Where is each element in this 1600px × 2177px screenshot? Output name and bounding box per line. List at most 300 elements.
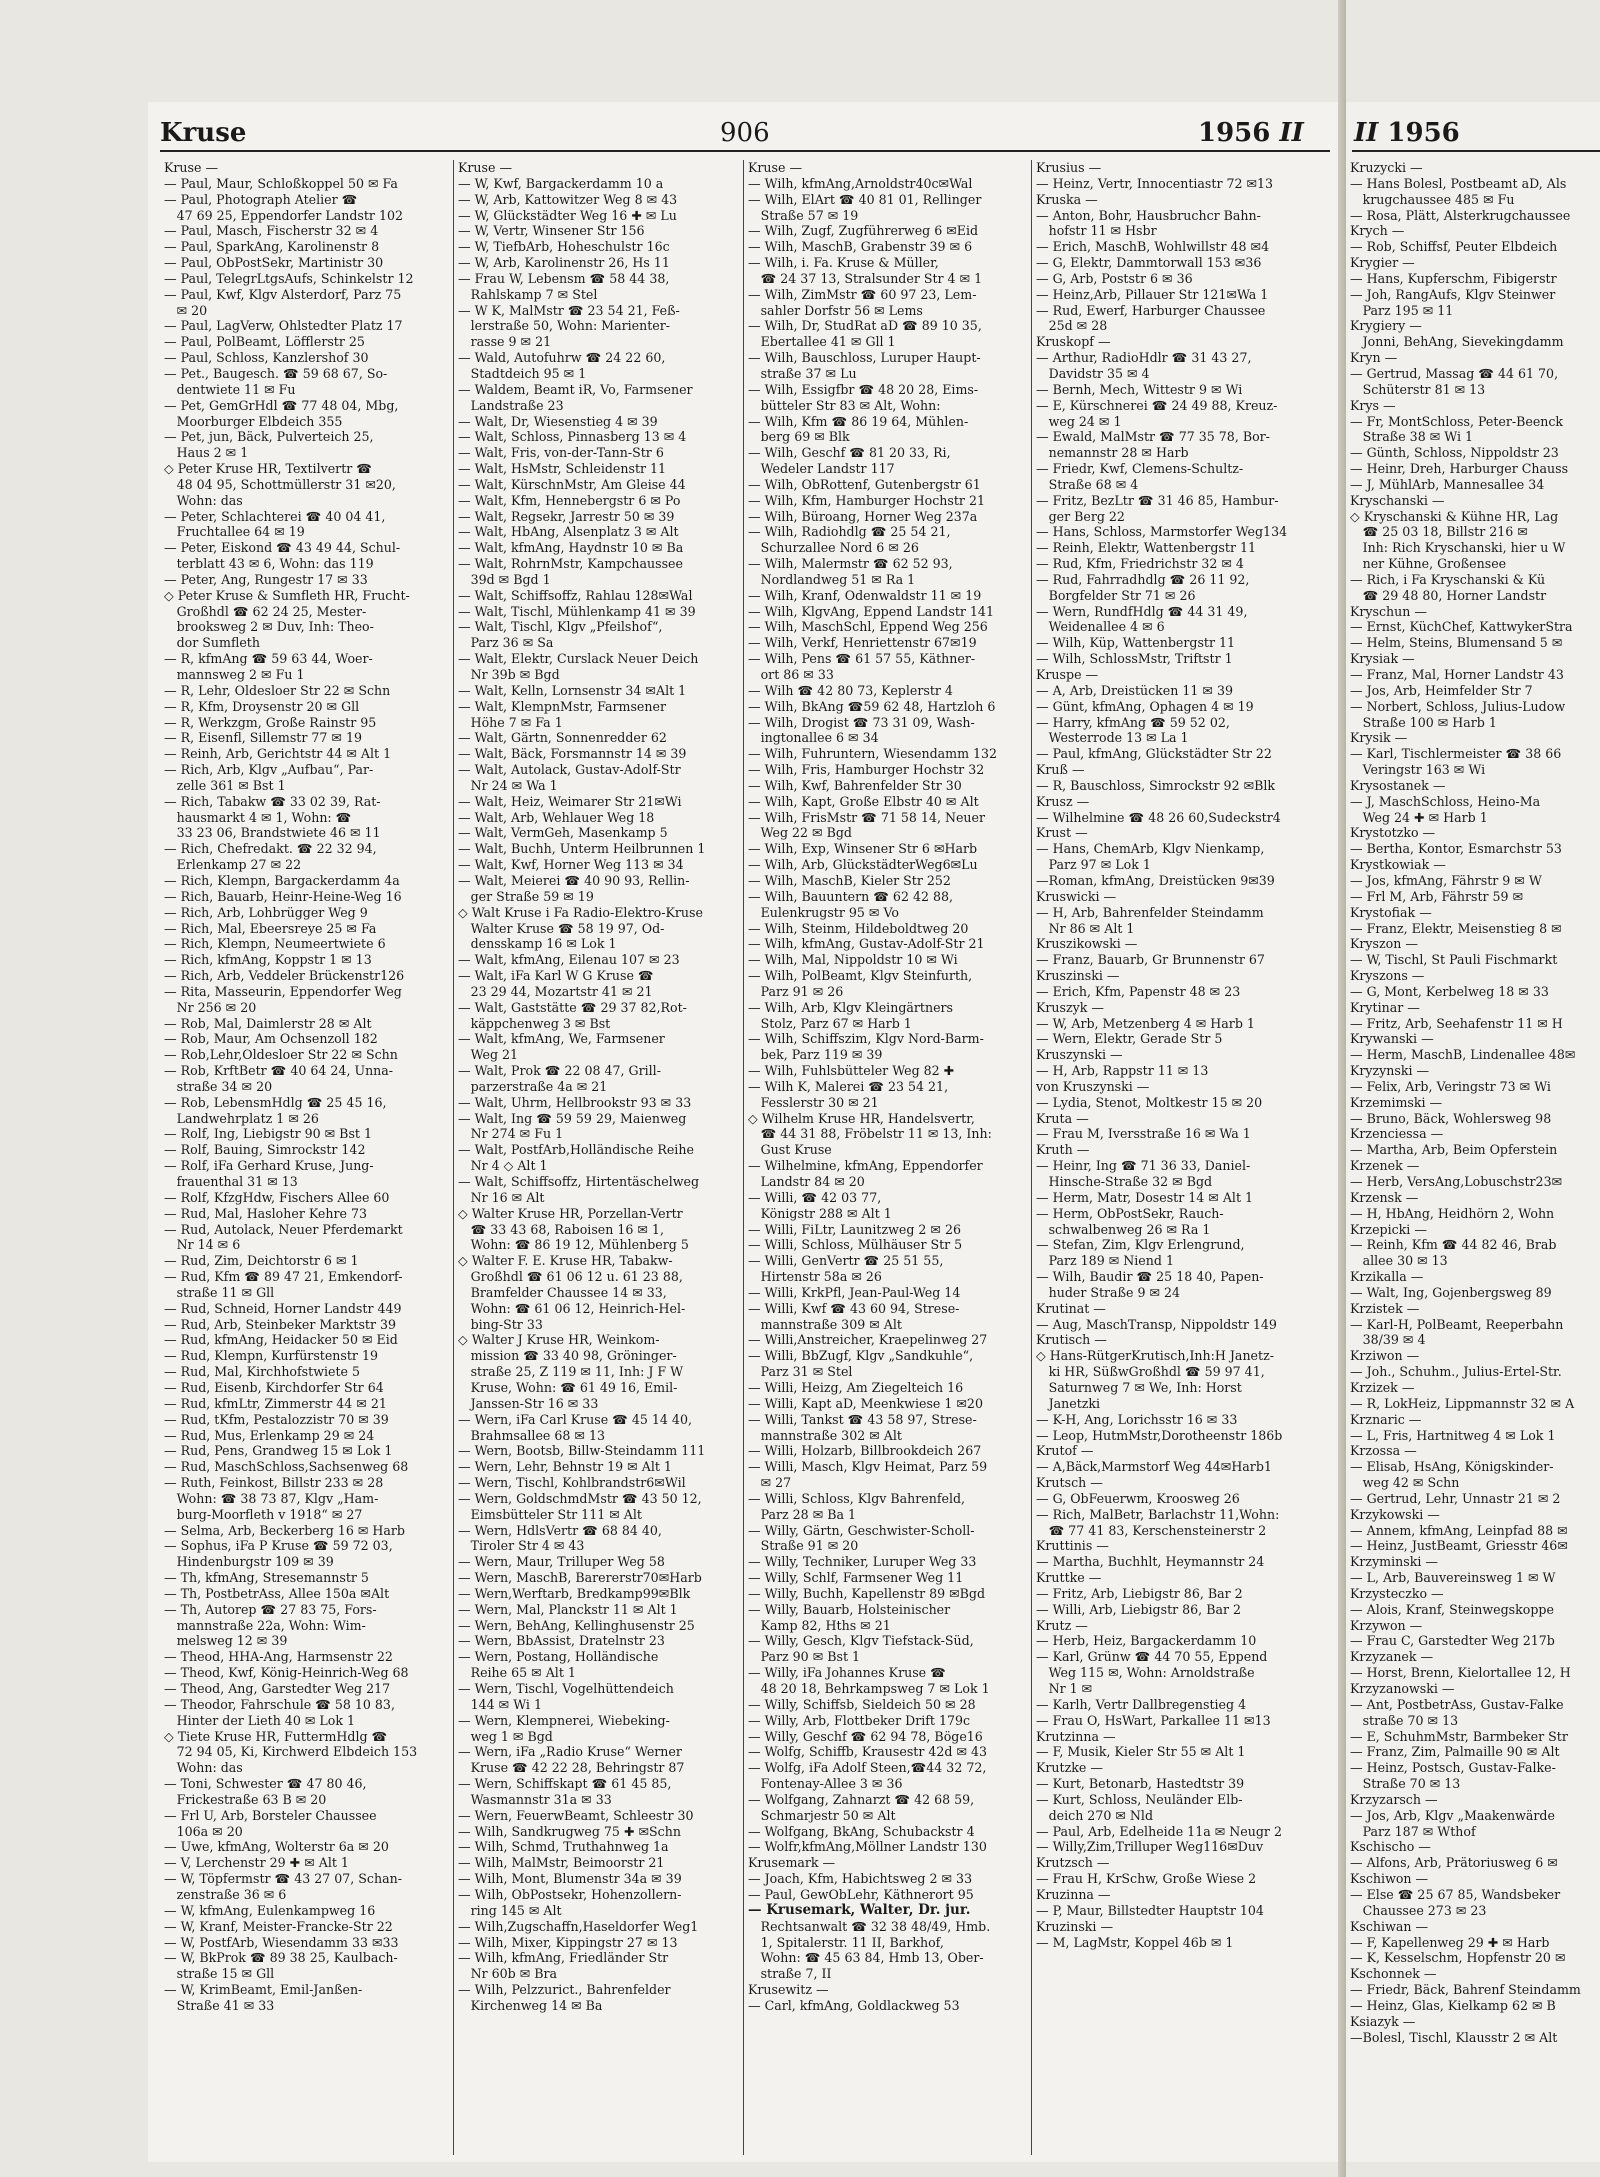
listing-line: Weg 21 bbox=[458, 1047, 519, 1063]
listing-line: Eimsbütteler Str 111 ✉ Alt bbox=[458, 1506, 642, 1522]
listing-line: — Frau W, Lebensm ☎ 58 44 38, bbox=[458, 270, 670, 286]
listing-line: — W, Arb, Karolinenstr 26, Hs 11 bbox=[458, 255, 670, 271]
listing-line: — H, Arb, Rappstr 11 ✉ 13 bbox=[1036, 1063, 1209, 1079]
listing-line: — W, Arb, Kattowitzer Weg 8 ✉ 43 bbox=[458, 191, 678, 207]
listing-line: Westerrode 13 ✉ La 1 bbox=[1036, 730, 1189, 746]
listing-line: parzerstraße 4a ✉ 21 bbox=[458, 1078, 608, 1094]
listing-line: — Rud, tKfm, Pestalozzistr 70 ✉ 39 bbox=[164, 1411, 389, 1427]
listing-line: — Reinh, Kfm ☎ 44 82 46, Brab bbox=[1350, 1237, 1557, 1253]
listing-line: Hindenburgstr 109 ✉ 39 bbox=[164, 1554, 334, 1570]
listing-line: Wohn: ☎ 45 63 84, Hmb 13, Ober- bbox=[748, 1950, 984, 1966]
listing-line: Nr 1 ✉ bbox=[1036, 1681, 1093, 1696]
listing-line: Kryszons — bbox=[1350, 968, 1425, 984]
listing-line: schwalbenweg 26 ✉ Ra 1 bbox=[1036, 1221, 1211, 1237]
listing-line: Wohn: ☎ 86 19 12, Mühlenberg 5 bbox=[458, 1237, 689, 1253]
facing-section-mark: II bbox=[1354, 118, 1379, 148]
listing-line: — W, PostfArb, Wiesendamm 33 ✉33 bbox=[164, 1934, 399, 1950]
listing-line: — Willy, iFa Johannes Kruse ☎ bbox=[748, 1665, 946, 1681]
listing-line: — Heinz, JustBeamt, Griesstr 46✉ bbox=[1350, 1538, 1568, 1554]
listing-line: — Felix, Arb, Veringstr 73 ✉ Wi bbox=[1350, 1078, 1551, 1094]
listing-line: — Reinh, Arb, Gerichtstr 44 ✉ Alt 1 bbox=[164, 746, 392, 762]
listing-line: — Rolf, KfzgHdw, Fischers Allee 60 bbox=[164, 1189, 390, 1205]
listing-line: — Walt, Kwf, Horner Weg 113 ✉ 34 bbox=[458, 857, 684, 873]
listing-line: 72 94 05, Ki, Kirchwerd Elbdeich 153 bbox=[164, 1744, 418, 1760]
listing-column-3 bbox=[748, 160, 1022, 2014]
listing-line: — Wilh, Fris, Hamburger Hochstr 32 bbox=[748, 762, 985, 778]
listing-line: Krutz — bbox=[1036, 1617, 1088, 1633]
listing-line: Weidenallee 4 ✉ 6 bbox=[1036, 619, 1165, 635]
listing-line: Kamp 82, Hths ✉ 21 bbox=[748, 1617, 891, 1633]
listing-line: — Walt, Uhrm, Hellbrookstr 93 ✉ 33 bbox=[458, 1094, 692, 1110]
listing-line: Krysiak — bbox=[1350, 651, 1415, 667]
listing-line: ◇ Hans-RütgerKrutisch,Inh:H Janetz- bbox=[1036, 1348, 1274, 1364]
listing-line: Parz 36 ✉ Sa bbox=[458, 635, 554, 651]
listing-line: — Walt, Kelln, Lornsenstr 34 ✉Alt 1 bbox=[458, 682, 687, 698]
listing-line: Borgfelder Str 71 ✉ 26 bbox=[1036, 587, 1196, 603]
listing-line: — Heinr, Ing ☎ 71 36 33, Daniel- bbox=[1036, 1158, 1251, 1174]
listing-line: — Willi, Schloss, Klgv Bahrenfeld, bbox=[748, 1490, 966, 1506]
listing-line: — Wern, Klempnerei, Wiebeking- bbox=[458, 1712, 670, 1728]
listing-line: — Wilh, Schiffszim, Klgv Nord-Barm- bbox=[748, 1031, 984, 1047]
listing-line: ner Kühne, Großensee bbox=[1350, 556, 1507, 572]
listing-line: — Frau H, KrSchw, Große Wiese 2 bbox=[1036, 1871, 1257, 1887]
listing-line: Schmarjestr 50 ✉ Alt bbox=[748, 1807, 896, 1823]
listing-line: Krusz — bbox=[1036, 793, 1090, 809]
listing-line: — Rich, Arb, Klgv „Aufbau“, Par- bbox=[164, 762, 374, 778]
listing-line: Krzemimski — bbox=[1350, 1094, 1443, 1110]
listing-line: — Norbert, Schloss, Julius-Ludow bbox=[1350, 698, 1566, 714]
listing-line: Ksiazyk — bbox=[1350, 2013, 1416, 2029]
listing-line: — Rud, Kfm ☎ 89 47 21, Emkendorf- bbox=[164, 1269, 403, 1285]
listing-line: ◇ Walter F. E. Kruse HR, Tabakw- bbox=[458, 1253, 673, 1269]
listing-line: Kruszyk — bbox=[1036, 999, 1104, 1015]
listing-line: — F, Musik, Kieler Str 55 ✉ Alt 1 bbox=[1036, 1744, 1246, 1760]
listing-line: 47 69 25, Eppendorfer Landstr 102 bbox=[164, 207, 403, 223]
listing-line: — Wilh, Exp, Winsener Str 6 ✉Harb bbox=[748, 841, 978, 857]
listing-line: — Frl M, Arb, Fährstr 59 ✉ bbox=[1350, 888, 1524, 904]
listing-line: — Karl-H, PolBeamt, Reeperbahn bbox=[1350, 1316, 1564, 1332]
facing-running-head bbox=[1354, 118, 1460, 148]
listing-line: — Rich, Klempn, Bargackerdamm 4a bbox=[164, 872, 400, 888]
listing-line: bek, Parz 119 ✉ 39 bbox=[748, 1047, 883, 1063]
listing-line: — Wilh, MalMstr, Beimoorstr 21 bbox=[458, 1855, 665, 1871]
column-divider bbox=[743, 160, 744, 2155]
listing-line: — Paul, LagVerw, Ohlstedter Platz 17 bbox=[164, 318, 403, 334]
listing-line: Hirtenstr 58a ✉ 26 bbox=[748, 1269, 882, 1285]
listing-line: — Walt, HbAng, Alsenplatz 3 ✉ Alt bbox=[458, 524, 679, 540]
listing-line: 33 23 06, Brandstwiete 46 ✉ 11 bbox=[164, 825, 381, 841]
listing-line: Stadtdeich 95 ✉ 1 bbox=[458, 365, 587, 381]
book-gutter bbox=[1338, 0, 1346, 2177]
listing-line: — Peter, Eiskond ☎ 43 49 44, Schul- bbox=[164, 540, 401, 556]
listing-line: Kruszinski — bbox=[1036, 968, 1120, 984]
listing-line: — Rud, Mal, Kirchhofstwiete 5 bbox=[164, 1364, 360, 1380]
listing-line: Kirchenweg 14 ✉ Ba bbox=[458, 1997, 603, 2013]
listing-line: — K, Kesselschm, Hopfenstr 20 ✉ bbox=[1350, 1950, 1566, 1966]
listing-line: sahler Dorfstr 56 ✉ Lems bbox=[748, 302, 923, 318]
listing-line: — Wern, GoldschmdMstr ☎ 43 50 12, bbox=[458, 1490, 702, 1506]
listing-line: — Heinz, Vertr, Innocentiastr 72 ✉13 bbox=[1036, 175, 1274, 191]
listing-line: — Paul, TelegrLtgsAufs, Schinkelstr 12 bbox=[164, 270, 414, 286]
listing-line: Bramfelder Chaussee 14 ✉ 33, bbox=[458, 1284, 667, 1300]
listing-line: — Annem, kfmAng, Leinpfad 88 ✉ bbox=[1350, 1522, 1568, 1538]
listing-line: Nr 256 ✉ 20 bbox=[164, 999, 257, 1015]
listing-line: — Gertrud, Massag ☎ 44 61 70, bbox=[1350, 365, 1559, 381]
listing-line: ger Berg 22 bbox=[1036, 508, 1125, 524]
listing-line: — Wern, Bootsb, Billw-Steindamm 111 bbox=[458, 1443, 706, 1459]
listing-line: Schüterstr 81 ✉ 13 bbox=[1350, 381, 1486, 397]
listing-line: — Ewald, MalMstr ☎ 77 35 78, Bor- bbox=[1036, 429, 1270, 445]
listing-line: —Bolesl, Tischl, Klausstr 2 ✉ Alt bbox=[1350, 2029, 1558, 2045]
running-head-name: Kruse bbox=[160, 118, 247, 148]
listing-line: — Hans Bolesl, Postbeamt aD, Als bbox=[1350, 175, 1567, 191]
listing-line: — Ernst, KüchChef, KattwykerStra bbox=[1350, 619, 1573, 635]
listing-line: Krystofiak — bbox=[1350, 904, 1432, 920]
listing-line: — Willi, Kapt aD, Meenkwiese 1 ✉20 bbox=[748, 1395, 983, 1411]
listing-line: — Wilh, Büroang, Horner Weg 237a bbox=[748, 508, 978, 524]
listing-line: — Wilh, Kfm, Hamburger Hochstr 21 bbox=[748, 492, 985, 508]
listing-line: rasse 9 ✉ 21 bbox=[458, 334, 552, 350]
listing-line: — Willi, Arb, Liebigstr 86, Bar 2 bbox=[1036, 1601, 1241, 1617]
listing-line: — L, Fris, Hartnitweg 4 ✉ Lok 1 bbox=[1350, 1427, 1556, 1443]
listing-line: Krzyzanek — bbox=[1350, 1649, 1434, 1665]
listing-line: — Wilh, Kwf, Bahrenfelder Str 30 bbox=[748, 777, 962, 793]
listing-line: Ebertallee 41 ✉ Gll 1 bbox=[748, 334, 896, 350]
listing-line: Kryszon — bbox=[1350, 936, 1418, 952]
listing-line: straße 70 ✉ 13 bbox=[1350, 1712, 1459, 1728]
listing-line: Kruswicki — bbox=[1036, 888, 1117, 904]
listing-line: — Waldem, Beamt iR, Vo, Farmsener bbox=[458, 381, 693, 397]
listing-column-1 bbox=[164, 160, 438, 2014]
listing-line: — Bruno, Bäck, Wohlersweg 98 bbox=[1350, 1110, 1552, 1126]
listing-line: Parz 195 ✉ 11 bbox=[1350, 302, 1454, 318]
listing-line: — Rolf, Ing, Liebigstr 90 ✉ Bst 1 bbox=[164, 1126, 372, 1142]
listing-line: — Paul, SparkAng, Karolinenstr 8 bbox=[164, 239, 380, 255]
listing-line: — Arthur, RadioHdlr ☎ 31 43 27, bbox=[1036, 350, 1252, 366]
listing-line: — Wilh, i. Fa. Kruse & Müller, bbox=[748, 255, 939, 271]
listing-line: — Theod, Kwf, König-Heinrich-Weg 68 bbox=[164, 1665, 409, 1681]
listing-line: Krzyzanowski — bbox=[1350, 1681, 1455, 1696]
listing-line: — Erich, MaschB, Wohlwillstr 48 ✉4 bbox=[1036, 239, 1270, 255]
listing-line: Krzossa — bbox=[1350, 1443, 1417, 1459]
listing-line: — Willi, BbZugf, Klgv „Sandkuhle“, bbox=[748, 1348, 974, 1364]
listing-line: — Wern, RundfHdlg ☎ 44 31 49, bbox=[1036, 603, 1248, 619]
listing-line: — J, MühlArb, Mannesallee 34 bbox=[1350, 476, 1545, 492]
listing-line: — Rich, Arb, Lohbrügger Weg 9 bbox=[164, 904, 368, 920]
listing-line: Walter Kruse ☎ 58 19 97, Od- bbox=[458, 920, 665, 936]
listing-line: — F, Kapellenweg 29 ✚ ✉ Harb bbox=[1350, 1934, 1550, 1950]
listing-line: Hinsche-Straße 32 ✉ Bgd bbox=[1036, 1174, 1213, 1189]
listing-line: berg 69 ✉ Blk bbox=[748, 429, 850, 445]
listing-line: — Paul, Arb, Edelheide 11a ✉ Neugr 2 bbox=[1036, 1823, 1282, 1839]
listing-line: — Reinh, Elektr, Wattenbergstr 11 bbox=[1036, 540, 1257, 556]
listing-line: — W, Vertr, Winsener Str 156 bbox=[458, 223, 645, 239]
listing-line: — Walt, kfmAng, Haydnstr 10 ✉ Ba bbox=[458, 540, 684, 556]
listing-line: Chaussee 273 ✉ 23 bbox=[1350, 1902, 1487, 1918]
listing-line: bing-Str 33 bbox=[458, 1316, 543, 1332]
listing-line: — Walt, Fris, von-der-Tann-Str 6 bbox=[458, 445, 664, 461]
listing-line: hofstr 11 ✉ Hsbr bbox=[1036, 223, 1157, 239]
listing-line: — Walt, Schiffsoffz, Hirtentäschelweg bbox=[458, 1174, 700, 1189]
listing-line: — Herb, Heiz, Bargackerdamm 10 bbox=[1036, 1633, 1257, 1649]
listing-line: — Frl U, Arb, Borsteler Chaussee bbox=[164, 1807, 377, 1823]
listing-line: — Pet, GemGrHdl ☎ 77 48 04, Mbg, bbox=[164, 397, 399, 413]
listing-line: Krzykowski — bbox=[1350, 1506, 1440, 1522]
listing-line: — Willy, Geschf ☎ 62 94 78, Böge16 bbox=[748, 1728, 983, 1744]
listing-line: — Rud, Autolack, Neuer Pferdemarkt bbox=[164, 1221, 403, 1237]
listing-line: — Willy, Arb, Flottbeker Drift 179c bbox=[748, 1712, 971, 1728]
listing-line: Fruchtallee 64 ✉ 19 bbox=[164, 524, 305, 540]
listing-line: Reihe 65 ✉ Alt 1 bbox=[458, 1665, 576, 1681]
listing-line: Erlenkamp 27 ✉ 22 bbox=[164, 857, 302, 873]
listing-line: Königstr 288 ✉ Alt 1 bbox=[748, 1205, 892, 1221]
listing-line: 25d ✉ 28 bbox=[1036, 318, 1108, 334]
listing-line: — W, Tischl, St Pauli Fischmarkt bbox=[1350, 952, 1558, 968]
listing-line: — Ruth, Feinkost, Billstr 233 ✉ 28 bbox=[164, 1475, 384, 1491]
listing-line: Eulenkrugstr 95 ✉ Vo bbox=[748, 904, 899, 920]
listing-line: — Uwe, kfmAng, Wolterstr 6a ✉ 20 bbox=[164, 1839, 389, 1855]
listing-line: — Walt, PostfArb,Holländische Reihe bbox=[458, 1142, 694, 1158]
listing-line: — Rud, Eisenb, Kirchdorfer Str 64 bbox=[164, 1379, 384, 1395]
listing-line: Parz 97 ✉ Lok 1 bbox=[1036, 857, 1151, 873]
listing-line: — Theod, HHA-Ang, Harmsenstr 22 bbox=[164, 1649, 393, 1665]
listing-line: — L, Arb, Bauvereinsweg 1 ✉ W bbox=[1350, 1570, 1556, 1586]
listing-line: ☎ 24 37 13, Stralsunder Str 4 ✉ 1 bbox=[748, 270, 983, 286]
listing-line: ki HR, SüßwGroßhdl ☎ 59 97 41, bbox=[1036, 1364, 1265, 1380]
listing-line: Landwehrplatz 1 ✉ 26 bbox=[164, 1110, 319, 1126]
listing-line: Krytinar — bbox=[1350, 999, 1420, 1015]
listing-line: weg 1 ✉ Bgd bbox=[458, 1728, 553, 1744]
facing-listing-column bbox=[1350, 160, 1598, 2045]
listing-line: — Wilh, Kranf, Odenwaldstr 11 ✉ 19 bbox=[748, 587, 982, 603]
listing-line: ◇ Walt Kruse i Fa Radio-Elektro-Kruse bbox=[458, 904, 703, 920]
listing-line: Kruse, Wohn: ☎ 61 49 16, Emil- bbox=[458, 1379, 678, 1395]
listing-line: Höhe 7 ✉ Fa 1 bbox=[458, 714, 563, 730]
listing-line: — Rolf, iFa Gerhard Kruse, Jung- bbox=[164, 1158, 374, 1174]
listing-line: — H, Arb, Bahrenfelder Steindamm bbox=[1036, 904, 1264, 920]
listing-line: Krysostanek — bbox=[1350, 777, 1446, 793]
listing-line: — Wilh, Fuhlsbütteler Weg 82 ✚ bbox=[748, 1063, 955, 1079]
listing-line: — Joach, Kfm, Habichtsweg 2 ✉ 33 bbox=[748, 1871, 973, 1887]
listing-line: — Rud, Zim, Deichtorstr 6 ✉ 1 bbox=[164, 1253, 359, 1269]
listing-line: — A, Arb, Dreistücken 11 ✉ 39 bbox=[1036, 682, 1233, 698]
listing-line: 144 ✉ Wi 1 bbox=[458, 1696, 542, 1712]
listing-line: — Wilh, Bauschloss, Luruper Haupt- bbox=[748, 350, 981, 366]
listing-line: weg 42 ✉ Schn bbox=[1350, 1475, 1460, 1491]
listing-line: lerstraße 50, Wohn: Marienter- bbox=[458, 318, 670, 334]
listing-line: — Willi, Schloss, Mülhäuser Str 5 bbox=[748, 1237, 963, 1253]
listing-line: Wasmannstr 31a ✉ 33 bbox=[458, 1791, 612, 1807]
listing-line: — J, MaschSchloss, Heino-Ma bbox=[1350, 793, 1541, 809]
listing-line: — Wilh, Pens ☎ 61 57 55, Käthner- bbox=[748, 651, 976, 667]
listing-line: — Fritz, BezLtr ☎ 31 46 85, Hambur- bbox=[1036, 492, 1279, 508]
listing-line: Kruszikowski — bbox=[1036, 936, 1138, 952]
listing-line: Großhdl ☎ 62 24 25, Mester- bbox=[164, 603, 367, 619]
listing-line: — Willi, Tankst ☎ 43 58 97, Strese- bbox=[748, 1411, 977, 1427]
listing-line: Kruse ☎ 42 22 28, Behringstr 87 bbox=[458, 1760, 685, 1776]
listing-line: — Wern,Werftarb, Bredkamp99✉Blk bbox=[458, 1585, 691, 1601]
listing-line: — Herm, ObPostSekr, Rauch- bbox=[1036, 1205, 1224, 1221]
listing-line: — W, KrimBeamt, Emil-Janßen- bbox=[164, 1982, 363, 1998]
listing-line: dentwiete 11 ✉ Fu bbox=[164, 381, 296, 397]
listing-line: — Helm, Steins, Blumensand 5 ✉ bbox=[1350, 635, 1563, 651]
listing-line: — P, Maur, Billstedter Hauptstr 104 bbox=[1036, 1902, 1264, 1918]
section-mark: II bbox=[1279, 118, 1304, 148]
listing-line: — Wern, HdlsVertr ☎ 68 84 40, bbox=[458, 1522, 662, 1538]
listing-line: mannsweg 2 ✉ Fu 1 bbox=[164, 667, 305, 682]
listing-line: — Willi,Anstreicher, Kraepelinweg 27 bbox=[748, 1332, 988, 1348]
listing-line: mannstraße 309 ✉ Alt bbox=[748, 1316, 902, 1332]
listing-line: Tiroler Str 4 ✉ 43 bbox=[458, 1538, 585, 1554]
listing-line: — G, ObFeuerwm, Kroosweg 26 bbox=[1036, 1490, 1240, 1506]
listing-line: — Wilh, Mont, Blumenstr 34a ✉ 39 bbox=[458, 1871, 682, 1887]
listing-line: — Walt, Prok ☎ 22 08 47, Grill- bbox=[458, 1063, 661, 1079]
listing-line: Krutinat — bbox=[1036, 1300, 1106, 1316]
listing-line: Moorburger Elbdeich 355 bbox=[164, 413, 343, 429]
listing-line: — Th, PostbetrAss, Allee 150a ✉Alt bbox=[164, 1585, 390, 1601]
listing-line: Parz 189 ✉ Niend 1 bbox=[1036, 1253, 1174, 1269]
listing-line: Kryschanski — bbox=[1350, 492, 1445, 508]
listing-line: Straße 41 ✉ 33 bbox=[164, 1997, 275, 2013]
listing-line: — Walt, Arb, Wehlauer Weg 18 bbox=[458, 809, 655, 825]
listing-line: — Walt, Heiz, Weimarer Str 21✉Wi bbox=[458, 793, 682, 809]
listing-line: Fesslerstr 30 ✉ 21 bbox=[748, 1094, 879, 1110]
listing-line: Brahmsallee 68 ✉ 13 bbox=[458, 1427, 605, 1443]
listing-line: Parz 187 ✉ Wthof bbox=[1350, 1823, 1476, 1839]
listing-line: — Herm, Matr, Dosestr 14 ✉ Alt 1 bbox=[1036, 1189, 1254, 1205]
listing-line: Landstr 84 ✉ 20 bbox=[748, 1174, 865, 1189]
listing-line: — Jos, Arb, Klgv „Maakenwärde bbox=[1350, 1807, 1555, 1823]
listing-line: — Rob, LebensmHdlg ☎ 25 45 16, bbox=[164, 1094, 387, 1110]
listing-line: — R, kfmAng ☎ 59 63 44, Woer- bbox=[164, 651, 373, 667]
listing-line: — Rob,Lehr,Oldesloer Str 22 ✉ Schn bbox=[164, 1047, 398, 1063]
listing-line: Krziwon — bbox=[1350, 1348, 1420, 1364]
listing-line: Krys — bbox=[1350, 397, 1396, 413]
listing-line: Kruse — bbox=[458, 160, 513, 175]
listing-line: — Wilh, Küp, Wattenbergstr 11 bbox=[1036, 635, 1236, 651]
listing-line: — Walt, Gärtn, Sonnenredder 62 bbox=[458, 730, 667, 746]
listing-line: — Kurt, Betonarb, Hastedtstr 39 bbox=[1036, 1776, 1245, 1792]
listing-line: — Willy, Bauarb, Holsteinischer bbox=[748, 1601, 951, 1617]
listing-line: Nr 274 ✉ Fu 1 bbox=[458, 1126, 564, 1142]
listing-line: — Walt, KlempnMstr, Farmsener bbox=[458, 698, 666, 714]
listing-line: — W, Kranf, Meister-Francke-Str 22 bbox=[164, 1918, 393, 1934]
listing-line: Rahlskamp 7 ✉ Stel bbox=[458, 286, 598, 302]
listing-line: — Wolfgang, Zahnarzt ☎ 42 68 59, bbox=[748, 1791, 975, 1807]
listing-line: Krych — bbox=[1350, 223, 1405, 239]
listing-line: 23 29 44, Mozartstr 41 ✉ 21 bbox=[458, 983, 653, 999]
listing-line: — W, Glückstädter Weg 16 ✚ ✉ Lu bbox=[458, 207, 677, 223]
listing-line: — Willi, Heizg, Am Ziegelteich 16 bbox=[748, 1379, 964, 1395]
listing-line: — Fritz, Arb, Seehafenstr 11 ✉ H bbox=[1350, 1015, 1563, 1031]
listing-line: — Wilh, Arb, Klgv Kleingärtners bbox=[748, 999, 954, 1015]
listing-line: — Walt, iFa Karl W G Kruse ☎ bbox=[458, 968, 654, 984]
listing-line: ◇ Peter Kruse HR, Textilvertr ☎ bbox=[164, 461, 372, 477]
listing-line: Schurzallee Nord 6 ✉ 26 bbox=[748, 540, 919, 556]
listing-line: — Walt, Ing ☎ 59 59 29, Maienweg bbox=[458, 1110, 687, 1126]
listing-line: — Wilh, Malermstr ☎ 62 52 93, bbox=[748, 556, 953, 572]
listing-line: — Rob, Mal, Daimlerstr 28 ✉ Alt bbox=[164, 1015, 372, 1031]
listing-line: von Kruszynski — bbox=[1036, 1078, 1150, 1094]
listing-line: Krystotzko — bbox=[1350, 825, 1436, 841]
listing-line: — Rud, Klempn, Kurfürstenstr 19 bbox=[164, 1348, 378, 1364]
listing-line: — Rud, Mus, Erlenkamp 29 ✉ 24 bbox=[164, 1427, 375, 1443]
listing-line: — W, BkProk ☎ 89 38 25, Kaulbach- bbox=[164, 1950, 398, 1966]
column-divider bbox=[1031, 160, 1032, 2155]
listing-line: — Lydia, Stenot, Moltkestr 15 ✉ 20 bbox=[1036, 1094, 1263, 1110]
listing-line: — Rud, MaschSchloss,Sachsenweg 68 bbox=[164, 1459, 409, 1475]
listing-line: — Rich, i Fa Kryschanski & Kü bbox=[1350, 571, 1546, 587]
listing-line: Krywanski — bbox=[1350, 1031, 1434, 1047]
listing-line: Krzyzarsch — bbox=[1350, 1791, 1438, 1807]
listing-line: Nr 39b ✉ Bgd bbox=[458, 667, 560, 682]
listing-line: Krutisch — bbox=[1036, 1332, 1107, 1348]
listing-line: Frickestraße 63 B ✉ 20 bbox=[164, 1791, 327, 1807]
listing-line: — Willi, ☎ 42 03 77, bbox=[748, 1189, 882, 1205]
listing-line: brooksweg 2 ✉ Duv, Inh: Theo- bbox=[164, 619, 374, 635]
running-head-year bbox=[1198, 118, 1304, 148]
listing-line: — Herb, VersAng,Lobuschstr23✉ bbox=[1350, 1174, 1563, 1189]
listing-line: Krusewitz — bbox=[748, 1982, 829, 1998]
listing-line: Krygier — bbox=[1350, 255, 1415, 271]
listing-line: — Heinz,Arb, Pillauer Str 121✉Wa 1 bbox=[1036, 286, 1269, 302]
listing-line: — R, Lehr, Oldesloer Str 22 ✉ Schn bbox=[164, 682, 391, 698]
listing-line: — Rud, Fahrradhdlg ☎ 26 11 92, bbox=[1036, 571, 1250, 587]
listing-line: ◇ Walter Kruse HR, Porzellan-Vertr bbox=[458, 1205, 683, 1221]
listing-line: — Wern, Postang, Holländische bbox=[458, 1649, 659, 1665]
listing-line: — Rud, Pens, Grandweg 15 ✉ Lok 1 bbox=[164, 1443, 393, 1459]
listing-line: Krystkowiak — bbox=[1350, 857, 1446, 873]
listing-line: Krusius — bbox=[1036, 160, 1102, 175]
listing-line: — Walt, Ing, Gojenbergsweg 89 bbox=[1350, 1284, 1552, 1300]
listing-line: — W, Arb, Metzenberg 4 ✉ Harb 1 bbox=[1036, 1015, 1255, 1031]
listing-line: — Fritz, Arb, Liebigstr 86, Bar 2 bbox=[1036, 1585, 1243, 1601]
listing-line: — Paul, Kwf, Klgv Alsterdorf, Parz 75 bbox=[164, 286, 402, 302]
listing-line: — Pet., Baugesch. ☎ 59 68 67, So- bbox=[164, 365, 388, 381]
listing-line: — Paul, Maur, Schloßkoppel 50 ✉ Fa bbox=[164, 175, 398, 191]
listing-line: — Günth, Schloss, Nippoldstr 23 bbox=[1350, 445, 1559, 461]
listing-line: — Rud, Schneid, Horner Landstr 449 bbox=[164, 1300, 402, 1316]
listing-line: Großhdl ☎ 61 06 12 u. 61 23 88, bbox=[458, 1269, 683, 1285]
listing-column-4 bbox=[1036, 160, 1328, 1950]
listing-line: — Fr, MontSchloss, Peter-Beenck bbox=[1350, 413, 1564, 429]
listing-line: Kruzinna — bbox=[1036, 1886, 1111, 1902]
listing-line: — Harry, kfmAng ☎ 59 52 02, bbox=[1036, 714, 1230, 730]
listing-line: — Stefan, Zim, Klgv Erlengrund, bbox=[1036, 1237, 1245, 1253]
listing-line: — Wolfg, iFa Adolf Steen,☎44 32 72, bbox=[748, 1760, 987, 1776]
listing-line: Wohn: ☎ 38 73 87, Klgv „Ham- bbox=[164, 1490, 379, 1506]
listing-line: — Leop, HutmMstr,Dorotheenstr 186b bbox=[1036, 1427, 1283, 1443]
listing-line: — Rud, kfmLtr, Zimmerstr 44 ✉ 21 bbox=[164, 1395, 387, 1411]
listing-line: — Th, Autorep ☎ 27 83 75, Fors- bbox=[164, 1601, 377, 1617]
listing-line: — Willi, Kwf ☎ 43 60 94, Strese- bbox=[748, 1300, 960, 1316]
listing-line: Krutzke — bbox=[1036, 1760, 1103, 1776]
listing-line: — Wilh, MaschB, Kieler Str 252 bbox=[748, 872, 951, 888]
listing-line: — Wern, Tischl, Vogelhüttendeich bbox=[458, 1681, 674, 1696]
listing-line: — Frau M, Iversstraße 16 ✉ Wa 1 bbox=[1036, 1126, 1251, 1142]
listing-line: Gust Kruse bbox=[748, 1142, 832, 1158]
listing-line: — Rich, MalBetr, Barlachstr 11,Wohn: bbox=[1036, 1506, 1280, 1522]
listing-line: Kruttke — bbox=[1036, 1570, 1102, 1586]
listing-line: — Wilh, Baudir ☎ 25 18 40, Papen- bbox=[1036, 1269, 1264, 1285]
listing-line: — Paul, Schloss, Kanzlershof 30 bbox=[164, 350, 369, 366]
listing-line: Inh: Rich Kryschanski, hier u W bbox=[1350, 540, 1566, 556]
listing-line: ingtonallee 6 ✉ 34 bbox=[748, 730, 879, 746]
listing-line: — Aug, MaschTransp, Nippoldstr 149 bbox=[1036, 1316, 1277, 1332]
listing-line: 38/39 ✉ 4 bbox=[1350, 1332, 1426, 1348]
listing-line: — A,Bäck,Marmstorf Weg 44✉Harb1 bbox=[1036, 1459, 1272, 1475]
listing-line: — Hans, ChemArb, Klgv Nienkamp, bbox=[1036, 841, 1265, 857]
